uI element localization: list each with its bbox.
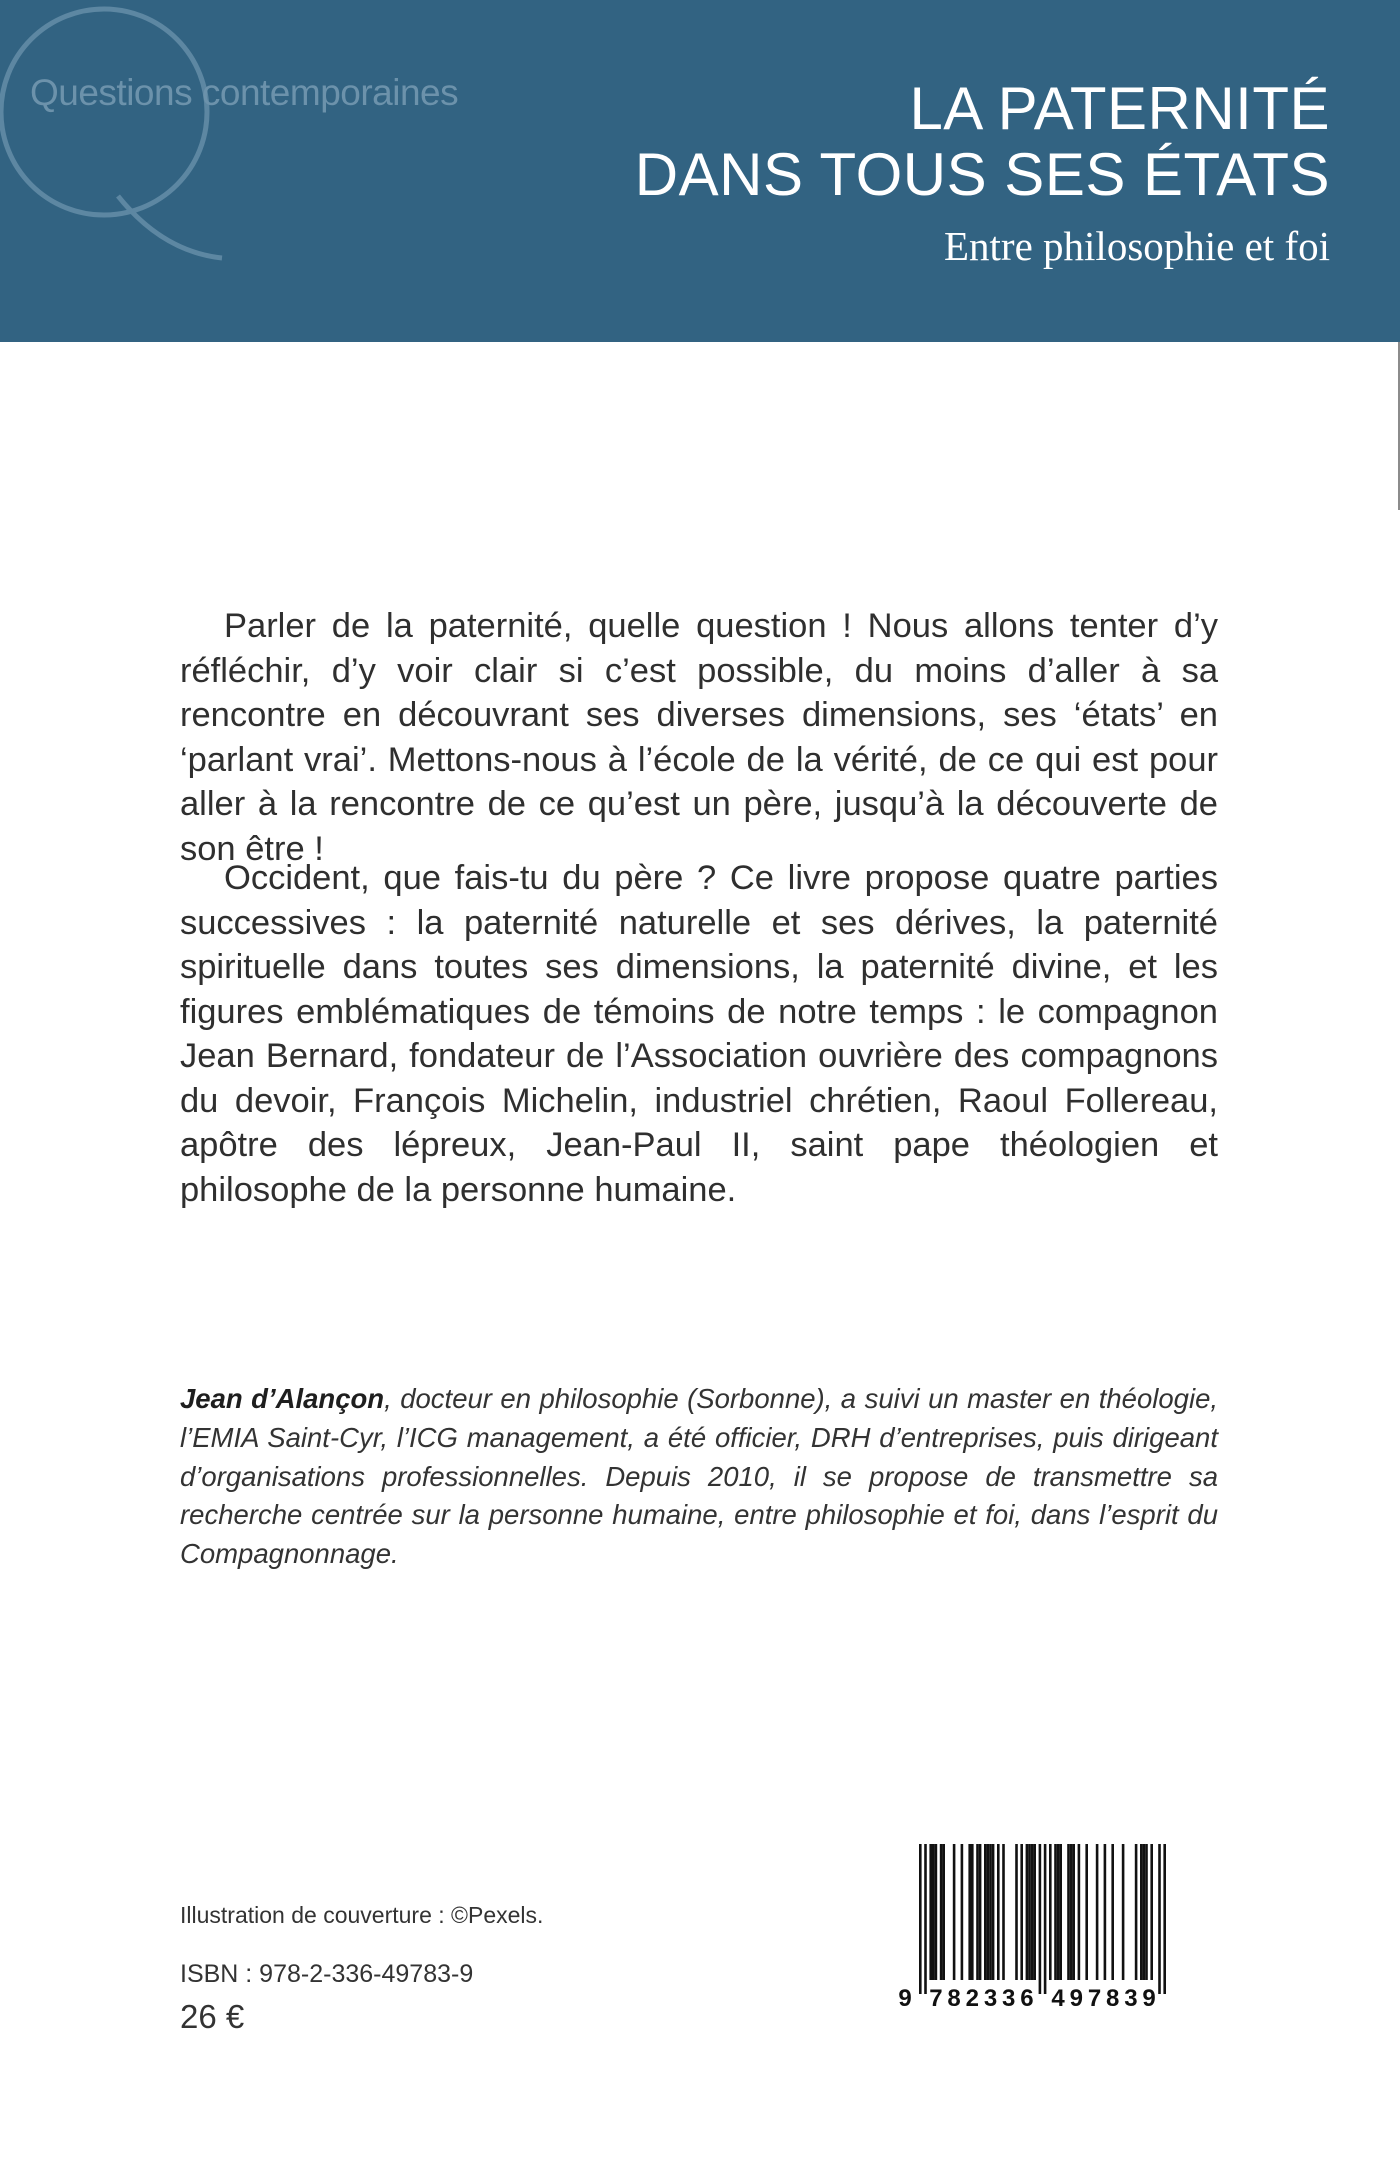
barcode-bar (1067, 1844, 1070, 1980)
barcode-bar (1031, 1844, 1034, 1980)
barcode-bar (1150, 1844, 1153, 1980)
barcode-digit: 4 (1051, 1985, 1065, 2012)
barcode-bar (932, 1844, 935, 1980)
barcode-bar (1143, 1844, 1146, 1980)
barcode-bar (1059, 1844, 1062, 1980)
barcode-bar (992, 1844, 995, 1980)
barcode-bar (942, 1844, 945, 1980)
barcode-bar (1111, 1844, 1114, 1980)
barcode-digit: 6 (1020, 1985, 1034, 2012)
summary-paragraph-1: Parler de la paternité, quelle question ! Nous allons tenter d’y réfléchir, d’y voir clair si c’est possible, du moins d’aller à sa rencontre en découvrant ses diverses dimensions, ses ‘états’ en ‘parlant vrai’. Mettons-nous à l’école de la vérité, de ce qui est pour aller à la rencontre de ce qu’est un père, jusqu’à la découverte de son être ! (180, 607, 1218, 868)
barcode-bar (968, 1844, 971, 1980)
book-subtitle: Entre philosophie et foi (944, 223, 1330, 269)
barcode-bar (953, 1844, 956, 1980)
barcode-bar (961, 1844, 964, 1980)
barcode-digit: 2 (965, 1985, 979, 2012)
barcode-bar (1085, 1844, 1088, 1980)
barcode-bar (971, 1844, 974, 1980)
barcode-bar (1096, 1844, 1099, 1980)
barcode-bar (1015, 1844, 1018, 1980)
barcode-bar (935, 1844, 938, 1980)
barcode-digit: 9 (1069, 1985, 1083, 2012)
barcode-bar (1104, 1844, 1107, 1980)
q-logo-icon (0, 0, 260, 342)
barcode-bar (924, 1844, 927, 1994)
isbn-text: ISBN : 978-2-336-49783-9 (180, 1960, 474, 1988)
barcode-bar (1002, 1844, 1005, 1980)
series-name: Questions contemporaines (30, 72, 459, 113)
author-bio-text: , docteur en philosophie (Sorbonne), a suivi un master en théologie, l’EMIA Saint-Cyr, l’ICG management, a été officier, DRH d’entreprises, puis dirigeant d’organisations professionnelles. Depuis 2010, il se propose de transmettre sa recherche centrée sur la personne humaine, entre philosophie et foi, dans l’esprit du Compagnonnage. (180, 1383, 1218, 1570)
price: 26 € (180, 1998, 245, 2035)
barcode-bar (1078, 1844, 1081, 1980)
barcode (893, 1840, 1213, 2020)
barcode-bar (979, 1844, 982, 1980)
barcode-bar (984, 1844, 987, 1980)
barcode-bar (1122, 1844, 1125, 1980)
summary-paragraph-2: Occident, que fais-tu du père ? Ce livre propose quatre parties successives : la paternité naturelle et ses dérives, la paternité spirituelle dans toutes ses dimensions, la paternité divine, et les figures emblématiques de témoins de notre temps : le compagnon Jean Bernard, fondateur de l’Association ouvrière des compagnons du devoir, François Michelin, industriel chrétien, Raoul Follereau, apôtre des lépreux, Jean-Paul II, saint pape théologien et philosophe de la personne humaine. (180, 859, 1218, 1209)
barcode-bar (987, 1844, 990, 1980)
barcode-bar (1158, 1844, 1161, 1994)
title-line-1: LA PATERNITÉ (909, 75, 1330, 142)
barcode-bar (919, 1844, 922, 1994)
barcode-bar (1140, 1844, 1143, 1980)
barcode-digit: 3 (1002, 1985, 1016, 2012)
book-title (635, 76, 1330, 208)
barcode-digit: 7 (1087, 1985, 1102, 2012)
barcode-bar (1163, 1844, 1166, 1994)
barcode-bar (1145, 1844, 1148, 1980)
barcode-bar (1026, 1844, 1029, 1980)
barcode-bar (1039, 1844, 1042, 1994)
barcode-digit: 8 (1106, 1985, 1120, 2012)
barcode-bars-icon (893, 1840, 1213, 2020)
barcode-digit: 3 (1124, 1985, 1138, 2012)
barcode-bar (1020, 1844, 1023, 1980)
barcode-bar (1070, 1844, 1073, 1980)
barcode-bar (1135, 1844, 1138, 1980)
title-line-2: DANS TOUS SES ÉTATS (634, 141, 1330, 208)
barcode-bar (1054, 1844, 1057, 1980)
barcode-bar (929, 1844, 932, 1980)
barcode-digit: 3 (983, 1985, 998, 2012)
author-bio (180, 1380, 1218, 1574)
barcode-digit: 9 (1142, 1985, 1156, 2012)
barcode-bar (997, 1844, 1000, 1980)
barcode-bar (1033, 1844, 1036, 1980)
author-name: Jean d’Alançon (180, 1383, 385, 1414)
barcode-digit: 7 (929, 1985, 943, 2012)
barcode-digit: 9 (898, 1985, 912, 2012)
barcode-bar (1057, 1844, 1060, 1980)
barcode-bar (1072, 1844, 1075, 1980)
cover-header (0, 0, 1400, 342)
barcode-bar (989, 1844, 992, 1980)
barcode-bar (1044, 1844, 1047, 1994)
barcode-digit: 8 (947, 1985, 961, 2012)
barcode-bar (940, 1844, 943, 1980)
barcode-bar (976, 1844, 979, 1980)
barcode-bar (1028, 1844, 1031, 1980)
illustration-credit: Illustration de couverture : ©Pexels. (180, 1902, 544, 1928)
barcode-bar (1049, 1844, 1052, 1980)
